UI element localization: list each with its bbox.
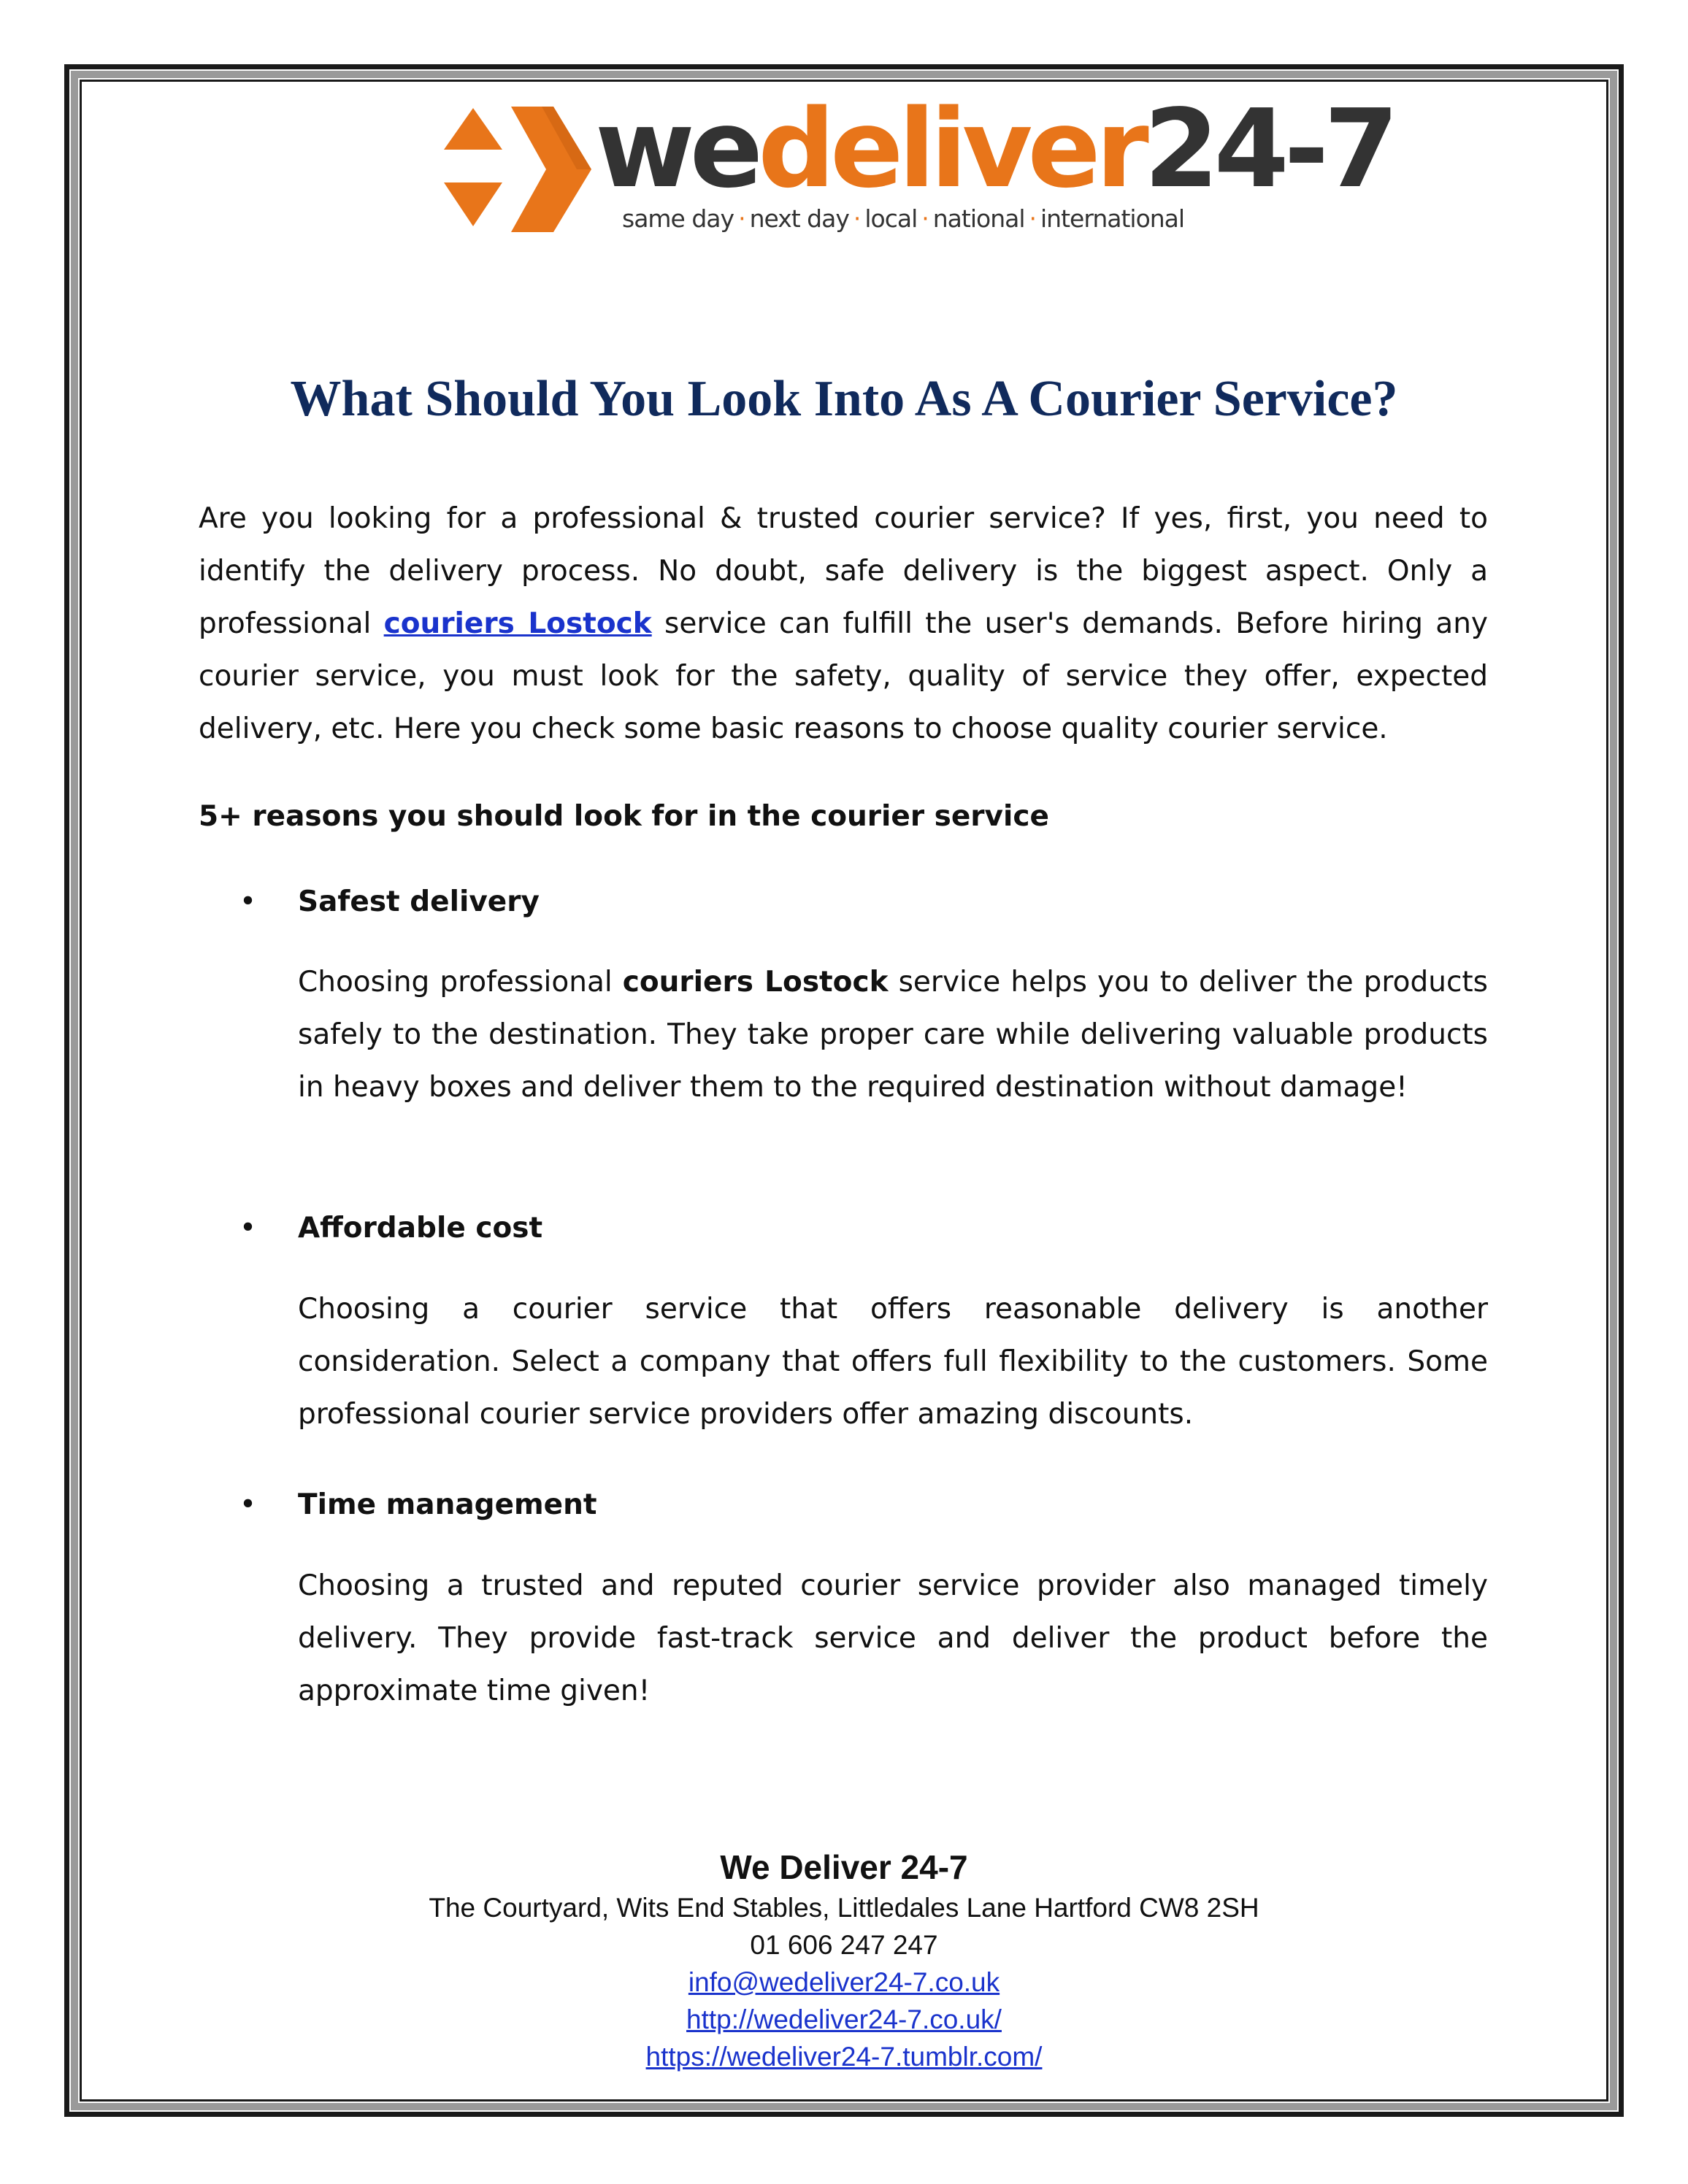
logo-deliver: deliver [758, 86, 1144, 212]
arrow-logo-icon [438, 102, 599, 248]
intro-text-2: service can fulfill the user's demands. Before hiring any courier service, you must look for the safety, quality of service they offer, expected delivery, etc. Here you check some basic reasons to choose quality courier service. [199, 607, 1488, 745]
footer-phone: 01 606 247 247 [750, 1930, 938, 1960]
tagline-item: next day [749, 204, 849, 233]
reason-paragraph: Choosing a trusted and reputed courier service provider also managed timely delivery. They provide fast-track service and deliver the product before the approximate time given! [298, 1569, 1488, 1707]
reason-text: Choosing a courier service that offers reasonable delivery is another [298, 1293, 1488, 1326]
reason-title: Affordable cost [298, 1212, 543, 1245]
intro-paragraph [199, 493, 1488, 755]
brand-logo [438, 86, 1394, 248]
footer-address: The Courtyard, Wits End Stables, Littledales Lane Hartford CW8 2SH [429, 1893, 1259, 1923]
bullet-icon: • [239, 1488, 257, 1521]
reason-bold-text: couriers Lostock [622, 966, 889, 999]
bullet-icon: • [239, 885, 257, 918]
tagline-item: same day [622, 204, 734, 233]
tagline-item: international [1040, 204, 1185, 233]
logo-wordmark [595, 86, 1394, 212]
reason-title: Time management [298, 1488, 597, 1521]
footer-email-link[interactable]: info@wedeliver24-7.co.uk [688, 1967, 1000, 1997]
logo-tagline: same day · next day · local · national · international [622, 204, 1185, 233]
tagline-item: local [864, 204, 918, 233]
intro-text-1: Are you looking for a professional & trusted courier service? If yes, first, you need to identify the delivery process. No doubt, safe delivery is the biggest aspect. Only a professional [199, 502, 1488, 640]
reason-text: service helps you to deliver the products safely to the destination. They take proper care while delivering valuable products in heavy boxes and deliver them to the required destination without damage! [298, 966, 1488, 1104]
page-title: What Should You Look Into As A Courier Service? [290, 371, 1398, 427]
contact-footer [110, 1845, 1578, 2075]
reason-text: consideration. Select a company that offers full flexibility to the customers. Some professional courier service providers offer amazing discounts. [298, 1345, 1488, 1431]
bullet-icon: • [239, 1212, 257, 1245]
reason-paragraph [298, 1283, 1488, 1441]
couriers-lostock-link[interactable]: couriers Lostock [383, 607, 652, 640]
reason-paragraph [298, 956, 1488, 1114]
footer-website-link[interactable]: http://wedeliver24-7.co.uk/ [686, 2004, 1002, 2034]
reason-text: Choosing professional [298, 966, 623, 999]
logo-we: we [595, 86, 759, 212]
reason-title: Safest delivery [298, 885, 540, 918]
reasons-heading: 5+ reasons you should look for in the courier service [199, 800, 1049, 833]
footer-tumblr-link[interactable]: https://wedeliver24-7.tumblr.com/ [645, 2042, 1043, 2072]
logo-number: 24-7 [1143, 86, 1394, 212]
tagline-item: national [932, 204, 1025, 233]
footer-company-name: We Deliver 24-7 [720, 1848, 968, 1886]
